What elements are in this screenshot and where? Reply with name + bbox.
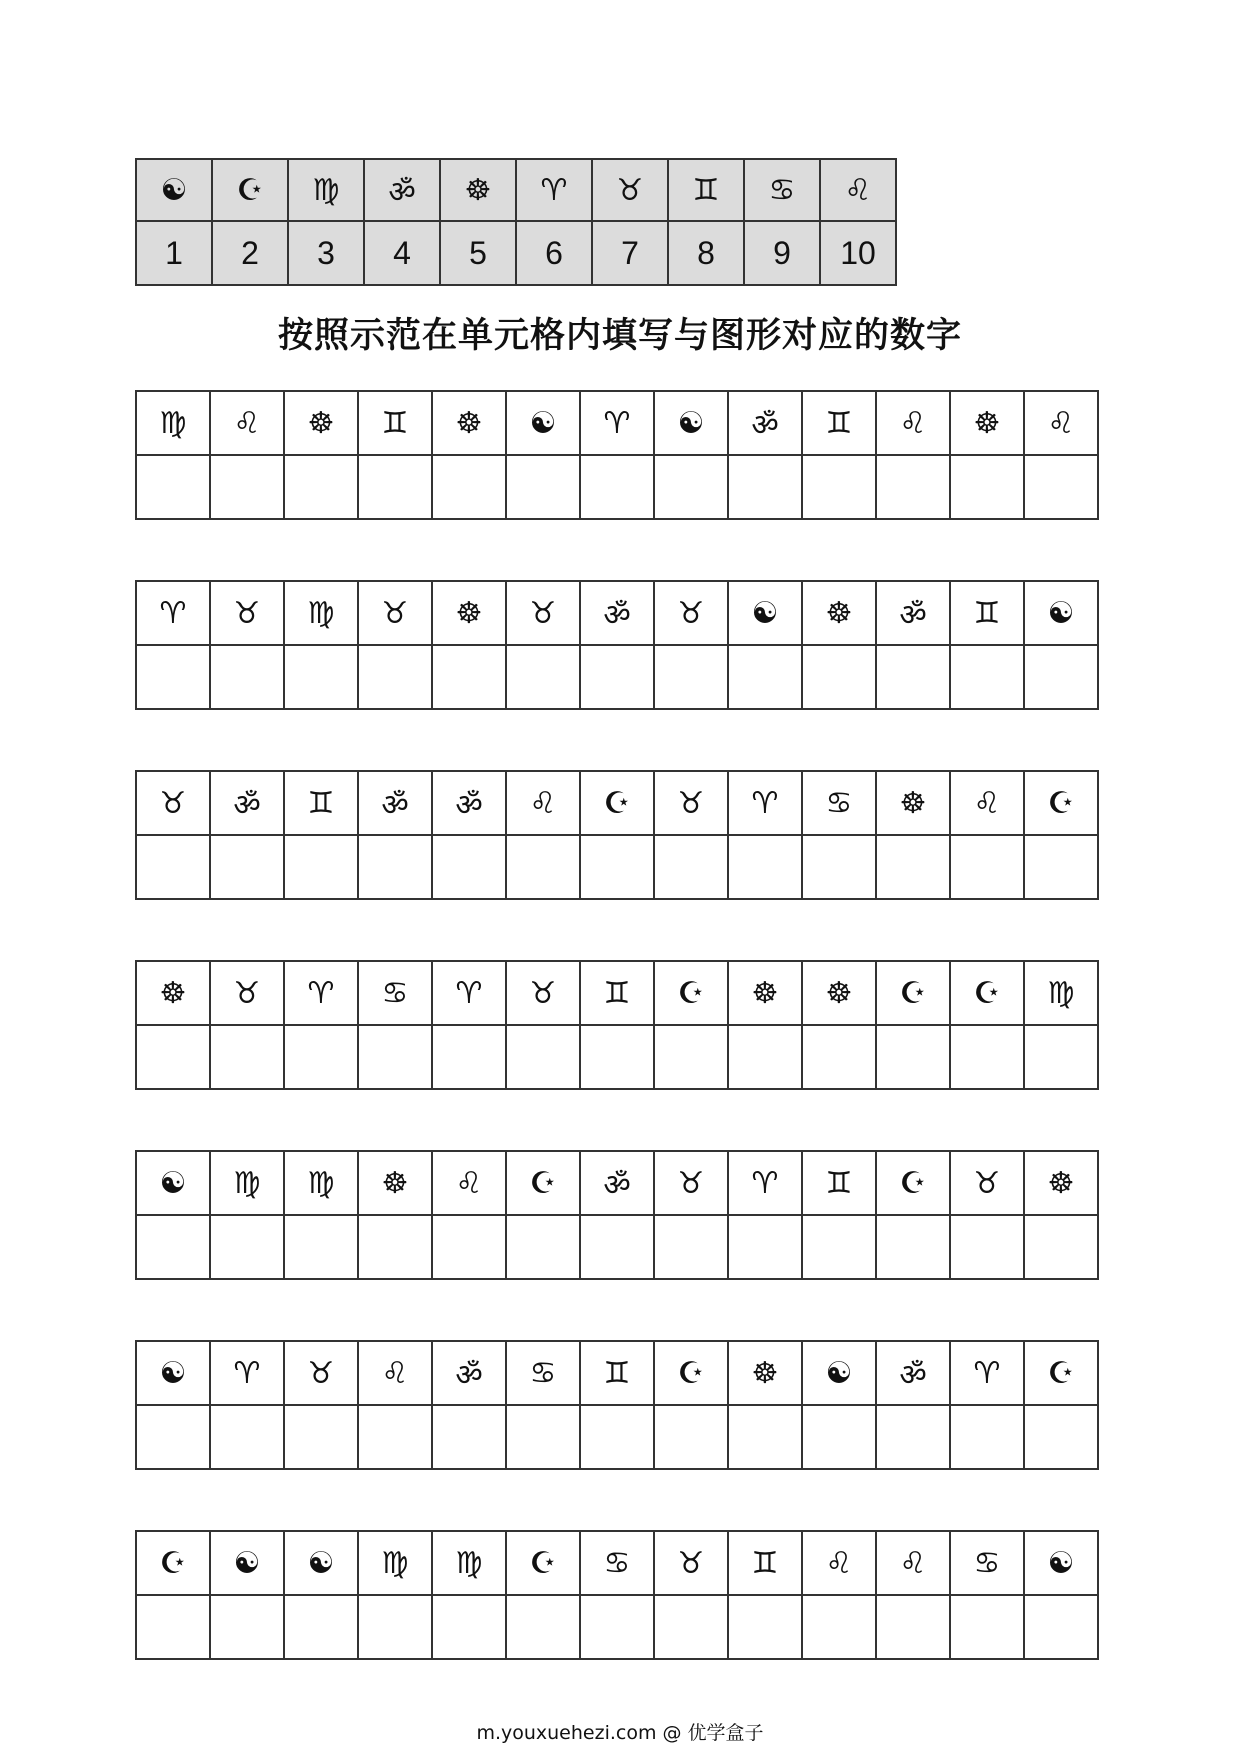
footer-watermark: m.youxuehezi.com @ 优学盒子 bbox=[476, 1722, 764, 1744]
answer-blank-cell[interactable] bbox=[654, 1215, 728, 1279]
answer-blank-cell[interactable] bbox=[728, 1215, 802, 1279]
exercise-symbol-cell: ♍ bbox=[284, 1151, 358, 1215]
answer-blank-cell[interactable] bbox=[358, 835, 432, 899]
exercise-symbol-cell: ☸ bbox=[876, 771, 950, 835]
answer-blank-cell[interactable] bbox=[210, 1595, 284, 1659]
answer-blank-cell[interactable] bbox=[876, 1405, 950, 1469]
answer-blank-cell[interactable] bbox=[876, 1025, 950, 1089]
answer-blank-cell[interactable] bbox=[728, 455, 802, 519]
answer-blank-cell[interactable] bbox=[580, 835, 654, 899]
answer-blank-cell[interactable] bbox=[876, 835, 950, 899]
key-number-cell: 6 bbox=[516, 221, 592, 285]
answer-blank-cell[interactable] bbox=[358, 1215, 432, 1279]
exercise-symbol-cell: ♉ bbox=[284, 1341, 358, 1405]
key-number-cell: 1 bbox=[136, 221, 212, 285]
exercise-symbol-row bbox=[136, 771, 1098, 835]
exercise-symbol-cell: ☸ bbox=[728, 961, 802, 1025]
answer-blank-cell[interactable] bbox=[580, 1025, 654, 1089]
exercise-symbol-cell: ♋ bbox=[580, 1531, 654, 1595]
answer-blank-cell[interactable] bbox=[432, 455, 506, 519]
answer-blank-cell[interactable] bbox=[950, 645, 1024, 709]
exercise-symbol-cell: ॐ bbox=[728, 391, 802, 455]
exercise-symbol-cell: ☪ bbox=[1024, 1341, 1098, 1405]
exercise-answer-row bbox=[136, 835, 1098, 899]
answer-blank-cell[interactable] bbox=[654, 1595, 728, 1659]
exercise-symbol-cell: ♋ bbox=[358, 961, 432, 1025]
key-symbol-cell: ♊ bbox=[668, 159, 744, 221]
exercise-symbol-cell: ☯ bbox=[284, 1531, 358, 1595]
exercise-symbol-row bbox=[136, 1151, 1098, 1215]
key-number-cell: 4 bbox=[364, 221, 440, 285]
exercise-symbol-cell: ♌ bbox=[950, 771, 1024, 835]
exercise-symbol-cell: ♈ bbox=[432, 961, 506, 1025]
answer-blank-cell[interactable] bbox=[506, 1595, 580, 1659]
answer-blank-cell[interactable] bbox=[1024, 1595, 1098, 1659]
answer-blank-cell[interactable] bbox=[876, 1215, 950, 1279]
answer-blank-cell[interactable] bbox=[654, 835, 728, 899]
exercise-table-4 bbox=[135, 960, 1099, 1090]
exercise-symbol-cell: ♊ bbox=[802, 1151, 876, 1215]
exercise-symbol-cell: ☪ bbox=[654, 1341, 728, 1405]
answer-blank-cell[interactable] bbox=[432, 1215, 506, 1279]
key-number-cell: 8 bbox=[668, 221, 744, 285]
answer-blank-cell[interactable] bbox=[654, 1405, 728, 1469]
exercise-symbol-cell: ♉ bbox=[210, 581, 284, 645]
answer-blank-cell[interactable] bbox=[358, 1595, 432, 1659]
exercise-symbol-cell: ☪ bbox=[950, 961, 1024, 1025]
exercise-symbol-cell: ♊ bbox=[358, 391, 432, 455]
exercise-symbol-cell: ♌ bbox=[506, 771, 580, 835]
key-symbol-cell: ☪ bbox=[212, 159, 288, 221]
exercise-symbol-row bbox=[136, 1341, 1098, 1405]
exercise-symbol-cell: ☯ bbox=[1024, 581, 1098, 645]
answer-blank-cell[interactable] bbox=[1024, 455, 1098, 519]
answer-blank-cell[interactable] bbox=[728, 1405, 802, 1469]
answer-blank-cell[interactable] bbox=[358, 1025, 432, 1089]
exercise-symbol-cell: ♍ bbox=[136, 391, 210, 455]
exercise-symbol-cell: ♍ bbox=[1024, 961, 1098, 1025]
key-number-cell: 2 bbox=[212, 221, 288, 285]
answer-blank-cell[interactable] bbox=[580, 455, 654, 519]
exercise-symbol-cell: ♉ bbox=[950, 1151, 1024, 1215]
exercise-symbol-cell: ♌ bbox=[432, 1151, 506, 1215]
exercise-symbol-cell: ♈ bbox=[136, 581, 210, 645]
answer-blank-cell[interactable] bbox=[358, 1405, 432, 1469]
answer-blank-cell[interactable] bbox=[876, 1595, 950, 1659]
answer-blank-cell[interactable] bbox=[358, 455, 432, 519]
key-number-cell: 10 bbox=[820, 221, 896, 285]
exercise-symbol-cell: ♉ bbox=[210, 961, 284, 1025]
exercise-symbol-cell: ♉ bbox=[654, 771, 728, 835]
exercise-symbol-cell: ♍ bbox=[432, 1531, 506, 1595]
exercise-symbol-cell: ♈ bbox=[210, 1341, 284, 1405]
answer-blank-cell[interactable] bbox=[802, 645, 876, 709]
answer-blank-cell[interactable] bbox=[580, 1405, 654, 1469]
answer-blank-cell[interactable] bbox=[728, 835, 802, 899]
answer-blank-cell[interactable] bbox=[506, 835, 580, 899]
answer-blank-cell[interactable] bbox=[210, 645, 284, 709]
answer-blank-cell[interactable] bbox=[432, 835, 506, 899]
answer-blank-cell[interactable] bbox=[506, 455, 580, 519]
answer-blank-cell[interactable] bbox=[284, 645, 358, 709]
answer-blank-cell[interactable] bbox=[728, 1595, 802, 1659]
answer-blank-cell[interactable] bbox=[728, 1025, 802, 1089]
answer-blank-cell[interactable] bbox=[802, 835, 876, 899]
answer-blank-cell[interactable] bbox=[1024, 1215, 1098, 1279]
exercise-symbol-cell: ☪ bbox=[876, 961, 950, 1025]
key-symbol-cell: ♉ bbox=[592, 159, 668, 221]
exercise-symbol-cell: ♌ bbox=[210, 391, 284, 455]
exercise-symbol-cell: ☪ bbox=[876, 1151, 950, 1215]
exercise-symbol-cell: ॐ bbox=[876, 1341, 950, 1405]
answer-blank-cell[interactable] bbox=[136, 455, 210, 519]
answer-blank-cell[interactable] bbox=[136, 1405, 210, 1469]
answer-blank-cell[interactable] bbox=[358, 645, 432, 709]
answer-blank-cell[interactable] bbox=[136, 835, 210, 899]
answer-blank-cell[interactable] bbox=[284, 835, 358, 899]
exercise-symbol-cell: ☯ bbox=[210, 1531, 284, 1595]
exercise-answer-row bbox=[136, 1405, 1098, 1469]
exercise-symbol-cell: ॐ bbox=[432, 1341, 506, 1405]
answer-blank-cell[interactable] bbox=[876, 645, 950, 709]
answer-blank-cell[interactable] bbox=[950, 1595, 1024, 1659]
answer-blank-cell[interactable] bbox=[210, 1405, 284, 1469]
exercise-symbol-cell: ♉ bbox=[506, 961, 580, 1025]
answer-blank-cell[interactable] bbox=[136, 645, 210, 709]
exercise-symbol-cell: ♌ bbox=[876, 391, 950, 455]
key-symbol-cell: ☸ bbox=[440, 159, 516, 221]
key-number-cell: 7 bbox=[592, 221, 668, 285]
key-symbol-cell: ♋ bbox=[744, 159, 820, 221]
exercise-symbol-cell: ☪ bbox=[136, 1531, 210, 1595]
exercise-symbol-cell: ♈ bbox=[728, 771, 802, 835]
key-number-cell: 5 bbox=[440, 221, 516, 285]
exercise-symbol-cell: ♌ bbox=[358, 1341, 432, 1405]
exercise-symbol-cell: ♊ bbox=[802, 391, 876, 455]
exercise-symbol-cell: ☸ bbox=[950, 391, 1024, 455]
exercise-symbol-cell: ☪ bbox=[506, 1531, 580, 1595]
exercise-symbol-cell: ☯ bbox=[506, 391, 580, 455]
answer-blank-cell[interactable] bbox=[1024, 1025, 1098, 1089]
exercise-answer-row bbox=[136, 1025, 1098, 1089]
symbol-key-table bbox=[135, 158, 897, 286]
exercise-symbol-cell: ॐ bbox=[432, 771, 506, 835]
answer-blank-cell[interactable] bbox=[950, 455, 1024, 519]
exercise-symbol-cell: ♉ bbox=[358, 581, 432, 645]
exercise-symbol-cell: ♈ bbox=[950, 1341, 1024, 1405]
exercise-symbol-cell: ☯ bbox=[1024, 1531, 1098, 1595]
answer-blank-cell[interactable] bbox=[876, 455, 950, 519]
exercise-symbol-row bbox=[136, 1531, 1098, 1595]
exercise-symbol-cell: ☸ bbox=[1024, 1151, 1098, 1215]
exercise-table-5 bbox=[135, 1150, 1099, 1280]
answer-blank-cell[interactable] bbox=[506, 645, 580, 709]
answer-blank-cell[interactable] bbox=[432, 1595, 506, 1659]
exercise-symbol-cell: ☯ bbox=[654, 391, 728, 455]
key-symbol-cell: ॐ bbox=[364, 159, 440, 221]
exercise-symbol-cell: ♌ bbox=[1024, 391, 1098, 455]
answer-blank-cell[interactable] bbox=[802, 1215, 876, 1279]
answer-blank-cell[interactable] bbox=[432, 1025, 506, 1089]
exercise-table-3 bbox=[135, 770, 1099, 900]
exercise-symbol-cell: ♊ bbox=[580, 961, 654, 1025]
exercise-symbol-cell: ☸ bbox=[432, 391, 506, 455]
answer-blank-cell[interactable] bbox=[506, 1405, 580, 1469]
answer-blank-cell[interactable] bbox=[136, 1215, 210, 1279]
exercise-symbol-row bbox=[136, 391, 1098, 455]
exercise-symbol-cell: ☯ bbox=[136, 1151, 210, 1215]
exercise-symbol-cell: ♊ bbox=[284, 771, 358, 835]
exercise-symbol-cell: ♌ bbox=[876, 1531, 950, 1595]
exercise-symbol-cell: ☸ bbox=[728, 1341, 802, 1405]
exercise-symbol-row bbox=[136, 581, 1098, 645]
exercise-symbol-cell: ☸ bbox=[136, 961, 210, 1025]
answer-blank-cell[interactable] bbox=[1024, 835, 1098, 899]
answer-blank-cell[interactable] bbox=[284, 1595, 358, 1659]
answer-blank-cell[interactable] bbox=[654, 1025, 728, 1089]
exercise-table-2 bbox=[135, 580, 1099, 710]
answer-blank-cell[interactable] bbox=[1024, 1405, 1098, 1469]
answer-blank-cell[interactable] bbox=[950, 1025, 1024, 1089]
exercise-symbol-cell: ♋ bbox=[506, 1341, 580, 1405]
exercise-symbol-cell: ♉ bbox=[654, 1151, 728, 1215]
key-number-cell: 9 bbox=[744, 221, 820, 285]
exercise-symbol-row bbox=[136, 961, 1098, 1025]
answer-blank-cell[interactable] bbox=[802, 455, 876, 519]
key-symbol-cell: ☯ bbox=[136, 159, 212, 221]
exercise-symbol-cell: ♈ bbox=[728, 1151, 802, 1215]
exercise-symbol-cell: ☸ bbox=[284, 391, 358, 455]
exercise-symbol-cell: ☯ bbox=[728, 581, 802, 645]
answer-blank-cell[interactable] bbox=[210, 1025, 284, 1089]
exercise-symbol-cell: ♉ bbox=[506, 581, 580, 645]
exercise-symbol-cell: ♉ bbox=[654, 581, 728, 645]
key-symbol-cell: ♈ bbox=[516, 159, 592, 221]
exercise-symbol-cell: ☸ bbox=[802, 961, 876, 1025]
exercise-symbol-cell: ♌ bbox=[802, 1531, 876, 1595]
instruction-title: 按照示范在单元格内填写与图形对应的数字 bbox=[277, 316, 962, 356]
answer-blank-cell[interactable] bbox=[136, 1595, 210, 1659]
exercise-answer-row bbox=[136, 1215, 1098, 1279]
answer-blank-cell[interactable] bbox=[802, 1595, 876, 1659]
exercise-symbol-cell: ♋ bbox=[802, 771, 876, 835]
exercise-symbol-cell: ♈ bbox=[284, 961, 358, 1025]
answer-blank-cell[interactable] bbox=[432, 645, 506, 709]
answer-blank-cell[interactable] bbox=[802, 1405, 876, 1469]
answer-blank-cell[interactable] bbox=[580, 1595, 654, 1659]
answer-blank-cell[interactable] bbox=[950, 1215, 1024, 1279]
answer-blank-cell[interactable] bbox=[506, 1215, 580, 1279]
answer-blank-cell[interactable] bbox=[728, 645, 802, 709]
answer-blank-cell[interactable] bbox=[210, 455, 284, 519]
exercise-symbol-cell: ♍ bbox=[284, 581, 358, 645]
exercise-symbol-cell: ♉ bbox=[136, 771, 210, 835]
exercise-symbol-cell: ☪ bbox=[580, 771, 654, 835]
exercise-symbol-cell: ♊ bbox=[728, 1531, 802, 1595]
exercise-symbol-cell: ☪ bbox=[506, 1151, 580, 1215]
answer-blank-cell[interactable] bbox=[284, 1215, 358, 1279]
exercise-symbol-cell: ☪ bbox=[654, 961, 728, 1025]
exercise-symbol-cell: ♉ bbox=[654, 1531, 728, 1595]
answer-blank-cell[interactable] bbox=[950, 1405, 1024, 1469]
key-number-row bbox=[136, 221, 896, 285]
answer-blank-cell[interactable] bbox=[136, 1025, 210, 1089]
exercise-table-6 bbox=[135, 1340, 1099, 1470]
exercise-table-1 bbox=[135, 390, 1099, 520]
exercise-symbol-cell: ☸ bbox=[802, 581, 876, 645]
exercise-symbol-cell: ॐ bbox=[580, 1151, 654, 1215]
exercise-table-7 bbox=[135, 1530, 1099, 1660]
exercise-symbol-cell: ♍ bbox=[358, 1531, 432, 1595]
key-number-cell: 3 bbox=[288, 221, 364, 285]
key-symbol-cell: ♍ bbox=[288, 159, 364, 221]
exercise-answer-row bbox=[136, 645, 1098, 709]
exercise-symbol-cell: ☯ bbox=[136, 1341, 210, 1405]
answer-blank-cell[interactable] bbox=[654, 455, 728, 519]
answer-blank-cell[interactable] bbox=[284, 1405, 358, 1469]
answer-blank-cell[interactable] bbox=[284, 1025, 358, 1089]
answer-blank-cell[interactable] bbox=[210, 1215, 284, 1279]
exercise-symbol-cell: ॐ bbox=[358, 771, 432, 835]
key-symbol-cell: ♌ bbox=[820, 159, 896, 221]
exercise-symbol-cell: ☸ bbox=[358, 1151, 432, 1215]
exercise-symbol-cell: ॐ bbox=[580, 581, 654, 645]
answer-blank-cell[interactable] bbox=[654, 645, 728, 709]
exercise-symbol-cell: ♋ bbox=[950, 1531, 1024, 1595]
answer-blank-cell[interactable] bbox=[506, 1025, 580, 1089]
exercise-symbol-cell: ♈ bbox=[580, 391, 654, 455]
answer-blank-cell[interactable] bbox=[284, 455, 358, 519]
exercise-answer-row bbox=[136, 455, 1098, 519]
answer-blank-cell[interactable] bbox=[210, 835, 284, 899]
answer-blank-cell[interactable] bbox=[580, 645, 654, 709]
exercise-symbol-cell: ♍ bbox=[210, 1151, 284, 1215]
exercise-symbol-cell: ॐ bbox=[210, 771, 284, 835]
answer-blank-cell[interactable] bbox=[950, 835, 1024, 899]
answer-blank-cell[interactable] bbox=[580, 1215, 654, 1279]
answer-blank-cell[interactable] bbox=[1024, 645, 1098, 709]
key-symbol-row bbox=[136, 159, 896, 221]
exercise-symbol-cell: ☪ bbox=[1024, 771, 1098, 835]
exercise-symbol-cell: ॐ bbox=[876, 581, 950, 645]
exercise-symbol-cell: ☸ bbox=[432, 581, 506, 645]
answer-blank-cell[interactable] bbox=[432, 1405, 506, 1469]
exercise-answer-row bbox=[136, 1595, 1098, 1659]
exercise-symbol-cell: ♊ bbox=[950, 581, 1024, 645]
exercise-symbol-cell: ♊ bbox=[580, 1341, 654, 1405]
answer-blank-cell[interactable] bbox=[802, 1025, 876, 1089]
exercise-symbol-cell: ☯ bbox=[802, 1341, 876, 1405]
